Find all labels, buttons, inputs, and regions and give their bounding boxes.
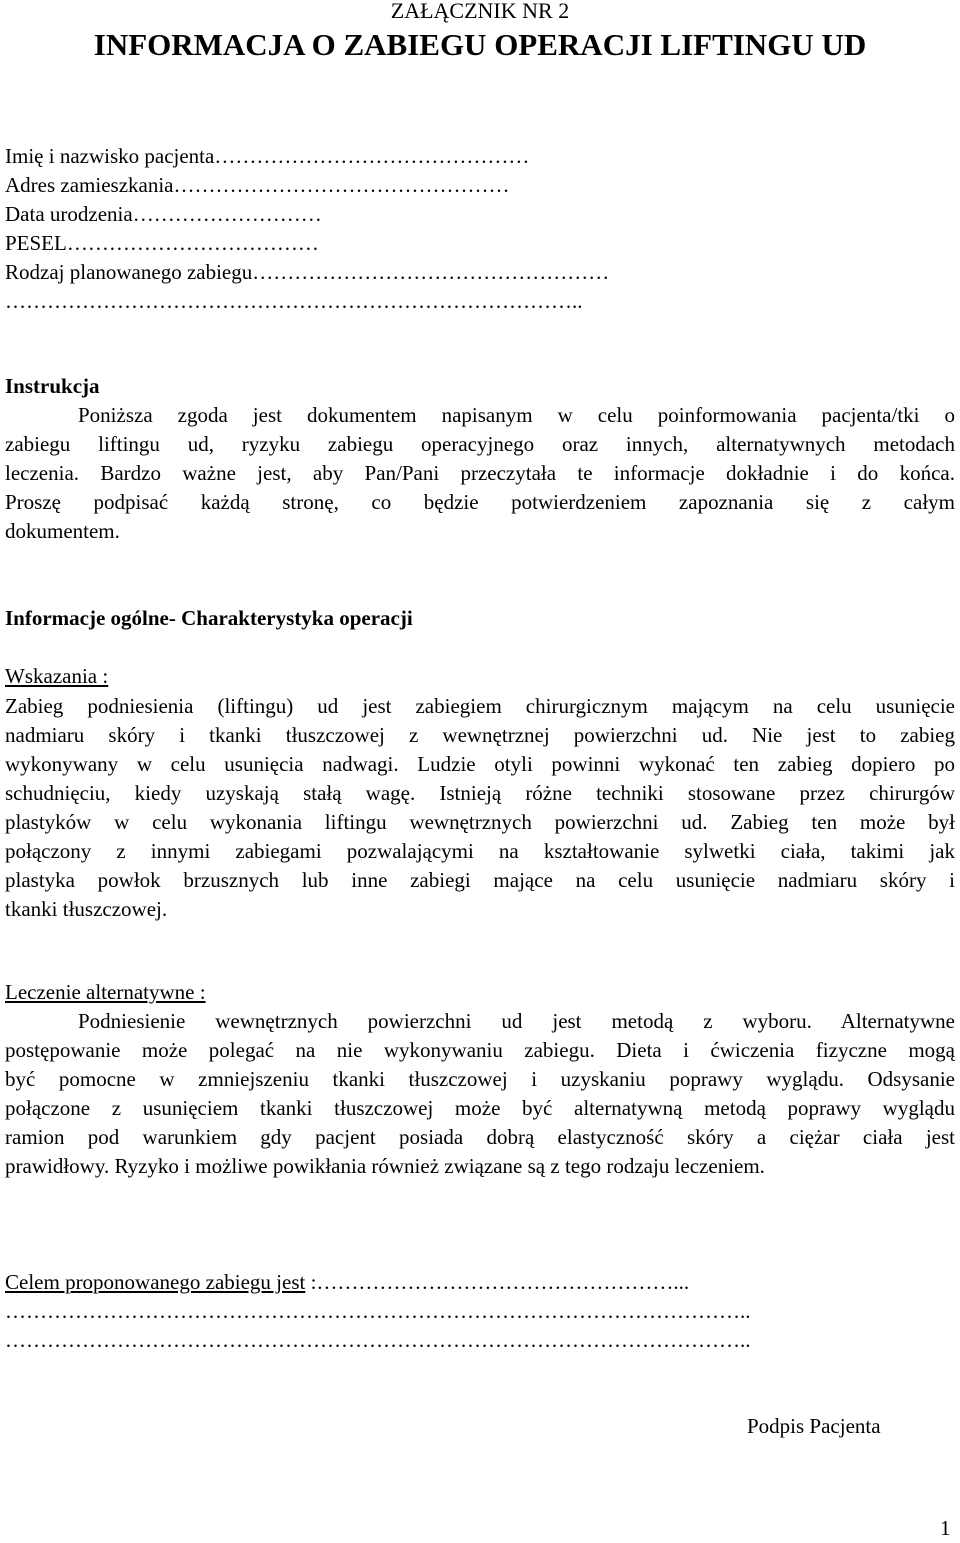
address-dots: …………………………………………	[173, 173, 515, 197]
instructions-line-3: leczenia. Bardzo ważne jest, aby Pan/Pani przeczytała te informacje dokładnie i do końca.	[5, 461, 955, 485]
pesel-dots: ………………………………	[66, 231, 325, 255]
general-info-line-3: wykonywany w celu usunięcia nadwagi. Ludzie otyli powinni wykonać ten zabieg dopiero po	[5, 752, 955, 776]
document-title: INFORMACJA O ZABIEGU OPERACJI LIFTINGU UD	[93, 27, 867, 62]
patient-signature-label: Podpis Pacjenta	[747, 1414, 881, 1438]
birthdate-field: Data urodzenia………………………	[5, 202, 327, 226]
instructions-line-5: dokumentem.	[5, 519, 120, 543]
general-info-line-6: połączony z innymi zabiegami pozwalającymi na kształtowanie sylwetki ciała, takimi jak	[5, 839, 955, 863]
purpose-dots-line-2: ……………………………………………………………………………………………..	[5, 1328, 751, 1352]
general-info-line-2: nadmiaru skóry i tkanki tłuszczowej z wewnętrznej powierzchni ud. Nie jest to zabieg	[5, 723, 955, 747]
alternative-line-3: być pomocne w zmniejszeniu tkanki tłuszczowej i uzyskaniu poprawy wyglądu. Odsysanie	[5, 1067, 955, 1091]
procedure-dots: ……………………………………………	[252, 260, 615, 284]
purpose-dots-line-1: ……………………………………………………………………………………………..	[5, 1299, 751, 1323]
procedure-field: Rodzaj planowanego zabiegu……………………………………………	[5, 260, 615, 284]
pesel-field: PESEL………………………………	[5, 231, 325, 255]
general-info-line-4: schudnięciu, kiedy uzyskają stałą wagę. Istnieją różne techniki stosowane przez chirurgów	[5, 781, 955, 805]
patient-name-dots: ………………………………………	[214, 144, 535, 168]
general-info-line-1: Zabieg podniesienia (liftingu) ud jest zabiegiem chirurgicznym mającym na celu usunięcie	[5, 694, 955, 718]
alternative-line-1: Podniesienie wewnętrznych powierzchni ud jest metodą z wyboru. Alternatywne	[78, 1009, 955, 1033]
instructions-line-1: Poniższa zgoda jest dokumentem napisanym w celu poinformowania pacjenta/tki o	[78, 403, 955, 427]
alternative-heading: Leczenie alternatywne :	[5, 980, 206, 1004]
general-info-line-7: plastyka powłok brzusznych lub inne zabiegi mające na celu usunięcie nadmiaru skóry i	[5, 868, 955, 892]
purpose-heading: Celem proponowanego zabiegu jest	[5, 1270, 306, 1294]
address-field: Adres zamieszkania…………………………………………	[5, 173, 515, 197]
indications-label: Wskazania :	[5, 664, 109, 688]
purpose-field	[5, 1268, 955, 1297]
alternative-line-4: połączone z usunięciem tkanki tłuszczowej może być alternatywną metodą poprawy wyglądu	[5, 1096, 955, 1120]
general-info-heading: Informacje ogólne- Charakterystyka operacji	[5, 606, 413, 630]
general-info-line-5: plastyków w celu wykonania liftingu wewnętrznych powierzchni ud. Zabieg ten może był	[5, 810, 955, 834]
procedure-continuation-dots: ………………………………………………………………………..	[5, 289, 583, 313]
attachment-label: ZAŁĄCZNIK NR 2	[390, 0, 570, 23]
instructions-heading: Instrukcja	[5, 374, 100, 398]
general-info-line-8: tkanki tłuszczowej.	[5, 897, 168, 921]
alternative-line-6: prawidłowy. Ryzyko i możliwe powikłania również związane są z tego rodzaju leczeniem.	[5, 1154, 765, 1178]
birthdate-dots: ………………………	[132, 202, 327, 226]
patient-name-field: Imię i nazwisko pacjenta………………………………………	[5, 144, 535, 168]
instructions-line-2: zabiegu liftingu ud, ryzyku zabiegu operacyjnego oraz innych, alternatywnych metodach	[5, 432, 955, 456]
purpose-dots: :……………………………………………...	[305, 1270, 690, 1294]
instructions-line-4: Proszę podpisać każdą stronę, co będzie potwierdzeniem zapoznania się z całym	[5, 490, 955, 514]
page-number: 1	[940, 1516, 951, 1540]
alternative-line-5: ramion pod warunkiem gdy pacjent posiada dobrą elastyczność skóry a ciężar ciała jest	[5, 1125, 955, 1149]
alternative-line-2: postępowanie może polegać na nie wykonywaniu zabiegu. Dieta i ćwiczenia fizyczne mogą	[5, 1038, 955, 1062]
